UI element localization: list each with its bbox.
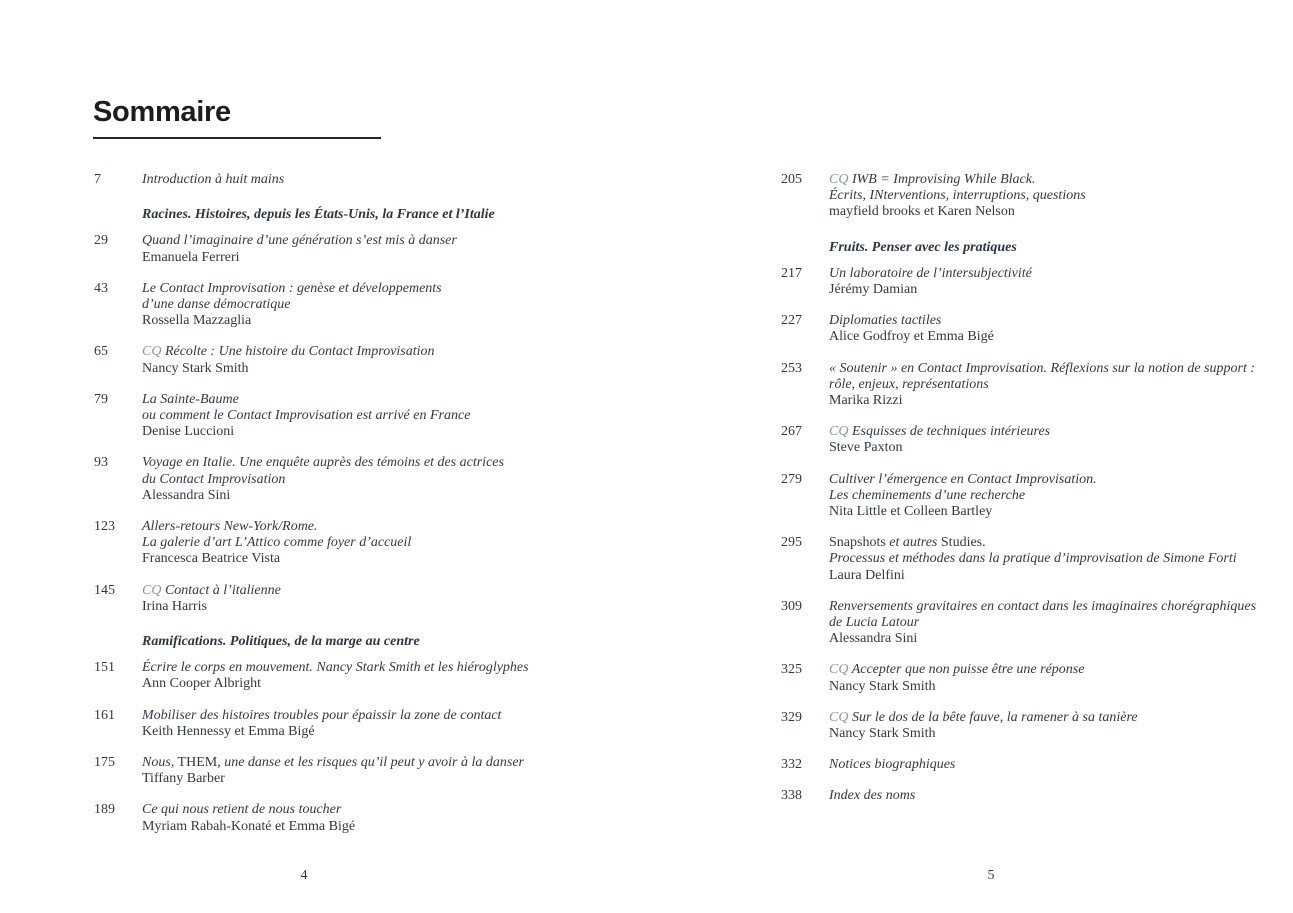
- section-heading: [94, 634, 514, 650]
- section-heading: [781, 240, 1201, 256]
- section-number-spacer: [781, 240, 829, 256]
- entry-author: Alessandra Sini: [142, 487, 231, 503]
- entry-title-line: [142, 408, 514, 424]
- entry-title-line: [142, 802, 514, 818]
- section-heading: [94, 207, 514, 223]
- toc-entry: [781, 424, 1201, 456]
- entry-page-number: 309: [781, 598, 802, 614]
- entry-title-line: [829, 710, 1201, 726]
- entry-page-number: 7: [94, 172, 101, 187]
- entry-author: Jérémy Damian: [829, 282, 918, 298]
- toc-page-right: [781, 172, 1257, 913]
- entry-body: [829, 535, 1237, 584]
- entry-page-number: 161: [94, 707, 115, 723]
- entry-title-line: [829, 757, 1201, 773]
- entry-author: Rossella Mazzaglia: [142, 313, 252, 329]
- toc-entry: [781, 598, 1257, 648]
- entry-page-number: 205: [781, 172, 802, 187]
- entry-title-line: [829, 266, 1201, 282]
- section-heading-text: Racines. Histoires, depuis les États-Unis, la France et l’Italie: [142, 207, 495, 223]
- entry-body: [142, 519, 514, 568]
- entry-title-line: [142, 344, 514, 360]
- entry-title-line: [829, 662, 1201, 678]
- entry-author: Nancy Stark Smith: [829, 726, 936, 742]
- title-segment: Un laboratoire de l’intersubjectivité: [829, 265, 1032, 281]
- entry-page-number: 175: [94, 755, 115, 771]
- title-segment: Index des noms: [829, 788, 916, 804]
- toc-entry: [94, 660, 529, 692]
- entry-title-line: [829, 377, 1255, 393]
- toc-entries-left: [94, 172, 529, 835]
- title-segment: rôle, enjeux, représentations: [829, 376, 989, 392]
- entry-author: Marika Rizzi: [829, 393, 903, 409]
- toc-entry: [781, 360, 1256, 410]
- entry-title-line: [142, 455, 514, 471]
- entry-title-line: [829, 788, 1201, 804]
- title-segment: Notices biographiques: [829, 757, 956, 773]
- entry-author: mayfield brooks et Karen Nelson: [829, 204, 1015, 220]
- entry-body: [829, 788, 1201, 804]
- section-heading-text: Fruits. Penser avec les pratiques: [829, 239, 1017, 255]
- entry-title-line: [142, 472, 514, 488]
- title-segment: Studies.: [940, 535, 986, 551]
- entry-page-number: 65: [94, 344, 108, 360]
- page-number-right: 5: [987, 868, 995, 883]
- entry-body: [142, 583, 514, 615]
- title-segment: Esquisses de techniques intérieures: [848, 424, 1051, 440]
- title-underline: [93, 137, 381, 139]
- entry-title-line: [829, 615, 1256, 631]
- section-number-spacer: [94, 634, 142, 650]
- toc-entry: [94, 455, 514, 504]
- title-segment: Écrits, INterventions, interruptions, questions: [829, 188, 1086, 204]
- entry-title-line: [829, 424, 1201, 440]
- page-title: Sommaire: [93, 96, 231, 128]
- entry-page-number: 253: [781, 360, 802, 376]
- entry-title-line: [142, 755, 524, 771]
- entry-author: Tiffany Barber: [142, 771, 225, 787]
- cq-prefix: CQ: [829, 424, 849, 440]
- title-segment: Allers-retours New-York/Rome.: [142, 519, 318, 535]
- toc-entry: [781, 266, 1201, 298]
- title-segment: Contact à l’italienne: [161, 582, 281, 598]
- entry-page-number: 279: [781, 471, 802, 487]
- toc-entry: [94, 708, 514, 740]
- title-segment: Processus et méthodes dans la pratique d’improvisation de Simone Forti: [829, 551, 1237, 567]
- toc-entry: [94, 172, 514, 188]
- entry-title-line: [829, 188, 1201, 204]
- toc-entry: [94, 755, 525, 787]
- entry-title-line: [829, 535, 1237, 551]
- title-segment: Accepter que non puisse être une réponse: [848, 662, 1085, 678]
- title-segment: Nous,: [142, 755, 175, 771]
- entry-title-line: [142, 519, 514, 535]
- entry-title-line: [142, 660, 529, 676]
- entry-author: Emanuela Ferreri: [142, 249, 240, 265]
- entry-body: [829, 313, 1201, 345]
- entry-body: [142, 392, 514, 441]
- entry-title-line: [829, 599, 1256, 615]
- entry-page-number: 227: [781, 313, 802, 329]
- entry-title-line: [142, 392, 514, 408]
- entry-page-number: 151: [94, 660, 115, 676]
- entry-author: Ann Cooper Albright: [142, 676, 261, 692]
- entry-body: [142, 233, 514, 265]
- entry-body: [829, 599, 1256, 648]
- entry-body: [829, 710, 1201, 742]
- cq-prefix: CQ: [829, 709, 849, 725]
- title-segment: de Lucia Latour: [829, 615, 920, 631]
- title-segment: Récolte : Une histoire du Contact Improvisation: [161, 344, 435, 360]
- entry-title-line: [142, 535, 514, 551]
- entry-author: Nita Little et Colleen Bartley: [829, 504, 993, 520]
- toc-entry: [94, 344, 514, 376]
- entry-author: Irina Harris: [142, 598, 207, 614]
- page-number-left: 4: [300, 868, 308, 883]
- toc-entry: [94, 802, 514, 834]
- entry-author: Alice Godfroy et Emma Bigé: [829, 329, 994, 345]
- entry-title-line: [142, 708, 514, 724]
- entry-body: [142, 708, 514, 740]
- entry-body: [142, 281, 514, 330]
- toc-entry: [94, 583, 514, 615]
- entry-page-number: 189: [94, 802, 115, 818]
- entry-author: Alessandra Sini: [829, 631, 918, 647]
- toc-entry: [781, 472, 1201, 521]
- entry-title-line: [142, 281, 514, 297]
- entry-title-line: [829, 361, 1255, 377]
- toc-entry: [781, 535, 1237, 584]
- entry-title-line: [829, 551, 1237, 567]
- title-segment: Écrire le corps en mouvement. Nancy Stark Smith et les hiéroglyphes: [142, 660, 529, 676]
- entry-page-number: 79: [94, 391, 108, 407]
- title-segment: Renversements gravitaires en contact dans les imaginaires chorégraphiques: [829, 598, 1257, 614]
- toc-entry: [781, 313, 1201, 345]
- cq-prefix: CQ: [829, 662, 849, 678]
- entry-page-number: 123: [94, 519, 115, 535]
- title-segment: une danse et les risques qu’il peut y avoir à la danser: [224, 755, 525, 771]
- entry-page-number: 29: [94, 233, 108, 249]
- title-segment: Diplomaties tactiles: [829, 313, 942, 329]
- entry-body: [142, 660, 529, 692]
- toc-entry: [94, 281, 514, 330]
- cq-prefix: CQ: [142, 582, 162, 598]
- entry-author: Nancy Stark Smith: [142, 360, 249, 376]
- entry-title-line: [142, 583, 514, 599]
- title-segment: d’une danse démocratique: [142, 297, 291, 313]
- entry-title-line: [142, 172, 514, 188]
- entry-body: [829, 662, 1201, 694]
- entry-page-number: 93: [94, 455, 108, 471]
- toc-entry: [781, 662, 1201, 694]
- toc-page-left: [94, 172, 529, 913]
- title-segment: Voyage en Italie. Une enquête auprès des témoins et des actrices: [142, 455, 504, 471]
- entry-page-number: 329: [781, 709, 802, 725]
- entry-body: [829, 266, 1201, 298]
- entry-title-line: [142, 297, 514, 313]
- cq-prefix: CQ: [142, 344, 162, 360]
- title-segment: ou comment le Contact Improvisation est arrivé en France: [142, 408, 471, 424]
- entry-body: [829, 757, 1201, 773]
- title-segment: IWB = Improvising While Black.: [848, 172, 1036, 187]
- entry-page-number: 295: [781, 535, 802, 551]
- entry-author: Myriam Rabah-Konaté et Emma Bigé: [142, 818, 356, 834]
- section-heading-text: Ramifications. Politiques, de la marge au centre: [142, 634, 420, 650]
- entry-title-line: [142, 233, 514, 249]
- title-segment: Quand l’imaginaire d’une génération s’est mis à danser: [142, 233, 457, 249]
- entry-body: [142, 172, 514, 188]
- entry-body: [829, 172, 1201, 221]
- entry-body: [142, 802, 514, 834]
- title-segment: Le Contact Improvisation : genèse et développements: [142, 280, 442, 296]
- entry-author: Keith Hennessy et Emma Bigé: [142, 723, 315, 739]
- title-segment: Les cheminements d’une recherche: [829, 487, 1026, 503]
- toc-entry: [781, 757, 1201, 773]
- title-segment: et autres: [885, 535, 941, 551]
- entry-body: [142, 755, 524, 787]
- entry-author: Denise Luccioni: [142, 424, 235, 440]
- cq-prefix: CQ: [829, 172, 849, 187]
- title-segment: Snapshots: [829, 535, 886, 551]
- toc-entry: [781, 710, 1201, 742]
- entry-page-number: 267: [781, 424, 802, 440]
- toc-entry: [94, 392, 514, 441]
- entry-author: Nancy Stark Smith: [829, 678, 936, 694]
- toc-entry: [94, 233, 514, 265]
- title-segment: Cultiver l’émergence en Contact Improvisation.: [829, 471, 1097, 487]
- toc-entry: [781, 172, 1201, 221]
- title-segment: Introduction à huit mains: [142, 172, 285, 187]
- entry-author: Francesca Beatrice Vista: [142, 551, 281, 567]
- section-number-spacer: [94, 207, 142, 223]
- title-segment: Mobiliser des histoires troubles pour épaissir la zone de contact: [142, 707, 502, 723]
- toc-entry: [781, 788, 1201, 804]
- entry-page-number: 145: [94, 582, 115, 598]
- entry-body: [829, 472, 1201, 521]
- entry-author: Laura Delfini: [829, 567, 905, 583]
- title-segment: du Contact Improvisation: [142, 471, 286, 487]
- title-segment: « Soutenir » en Contact Improvisation. Réflexions sur la notion de support :: [829, 360, 1256, 376]
- title-segment: La Sainte-Baume: [142, 391, 239, 407]
- entry-page-number: 332: [781, 757, 802, 773]
- toc-entry: [94, 519, 514, 568]
- entry-title-line: [829, 488, 1201, 504]
- toc-entries-right: [781, 172, 1257, 805]
- entry-body: [142, 455, 514, 504]
- title-segment: Sur le dos de la bête fauve, la ramener à sa tanière: [848, 709, 1138, 725]
- entry-page-number: 338: [781, 788, 802, 804]
- entry-title-line: [829, 172, 1201, 188]
- entry-title-line: [829, 472, 1201, 488]
- entry-body: [142, 344, 514, 376]
- title-segment: La galerie d’art L’Attico comme foyer d’accueil: [142, 535, 412, 551]
- entry-page-number: 325: [781, 662, 802, 678]
- entry-body: [829, 361, 1255, 410]
- title-segment: THEM,: [174, 755, 225, 771]
- entry-title-line: [829, 313, 1201, 329]
- entry-author: Steve Paxton: [829, 440, 903, 456]
- entry-page-number: 217: [781, 265, 802, 281]
- entry-body: [829, 424, 1201, 456]
- title-segment: Ce qui nous retient de nous toucher: [142, 802, 342, 818]
- entry-page-number: 43: [94, 280, 108, 296]
